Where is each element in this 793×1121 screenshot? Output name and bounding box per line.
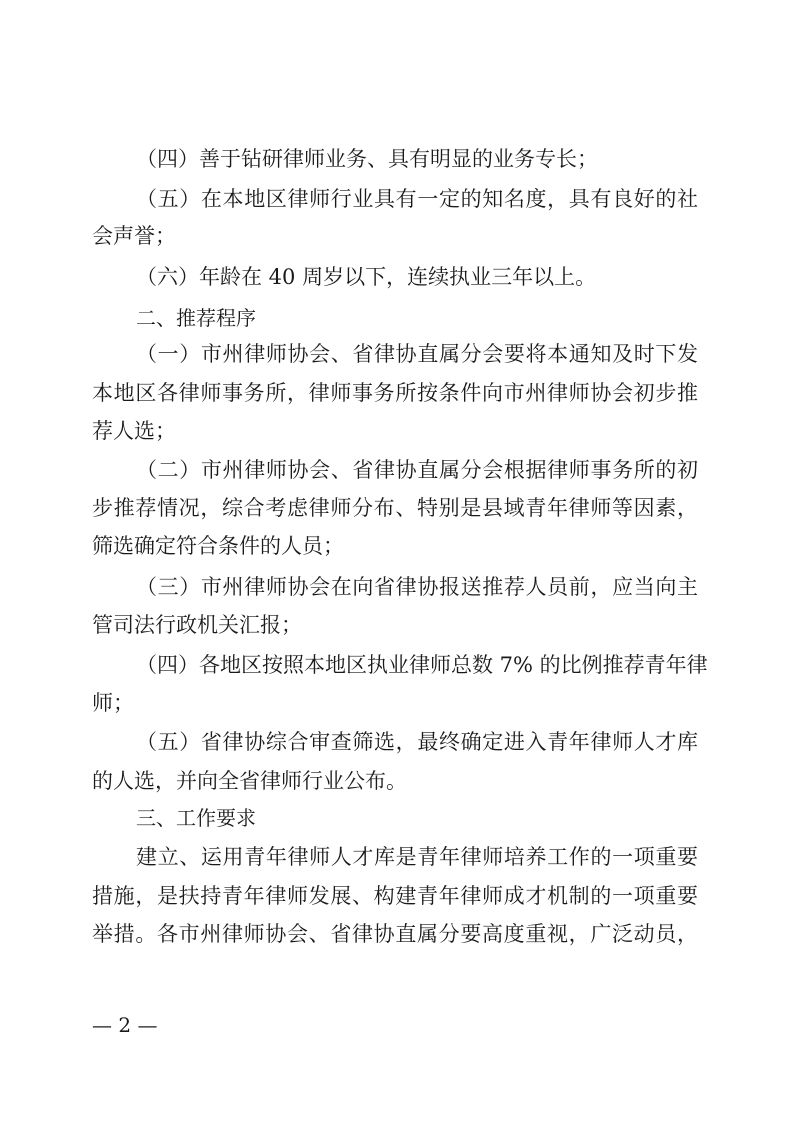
procedure-five-line-1: （五）省律协综合审查筛选，最终确定进入青年律师人才库 — [136, 730, 698, 754]
item-five-reputation-line-2: 会声誉； — [92, 224, 176, 248]
procedure-one-line-3: 荐人选； — [92, 419, 176, 443]
requirements-line-2: 措施，是扶持青年律师发展、构建青年律师成才机制的一项重要 — [92, 884, 698, 908]
procedure-one-line-1: （一）市州律师协会、省律协直属分会要将本通知及时下发 — [136, 342, 698, 366]
procedure-four-line-1: （四）各地区按照本地区执业律师总数 7% 的比例推荐青年律 — [136, 653, 708, 677]
requirements-line-1: 建立、运用青年律师人才库是青年律师培养工作的一项重要 — [136, 845, 698, 869]
item-five-reputation-line-1: （五）在本地区律师行业具有一定的知名度，具有良好的社 — [136, 187, 698, 211]
section-heading-recommendation-procedure: 二、推荐程序 — [136, 306, 256, 330]
requirements-line-3: 举措。各市州律师协会、省律协直属分要高度重视，广泛动员， — [92, 922, 698, 946]
procedure-five-line-2: 的人选，并向全省律师行业公布。 — [92, 769, 407, 793]
procedure-two-line-1: （二）市州律师协会、省律协直属分会根据律师事务所的初 — [136, 458, 698, 482]
procedure-four-line-2: 师； — [92, 691, 134, 715]
procedure-three-line-1: （三）市州律师协会在向省律协报送推荐人员前，应当向主 — [136, 575, 698, 599]
procedure-two-line-2: 步推荐情况，综合考虑律师分布、特别是县域青年律师等因素， — [92, 496, 698, 520]
procedure-one-line-2: 本地区各律师事务所，律师事务所按条件向市州律师协会初步推 — [92, 381, 698, 405]
page-number: — 2 — — [92, 1013, 158, 1037]
section-heading-work-requirements: 三、工作要求 — [136, 806, 256, 830]
item-six-age: （六）年龄在 40 周岁以下，连续执业三年以上。 — [136, 265, 597, 289]
item-four-expertise: （四）善于钻研律师业务、具有明显的业务专长； — [136, 147, 598, 171]
procedure-two-line-3: 筛选确定符合条件的人员； — [92, 534, 344, 558]
procedure-three-line-2: 管司法行政机关汇报； — [92, 613, 302, 637]
